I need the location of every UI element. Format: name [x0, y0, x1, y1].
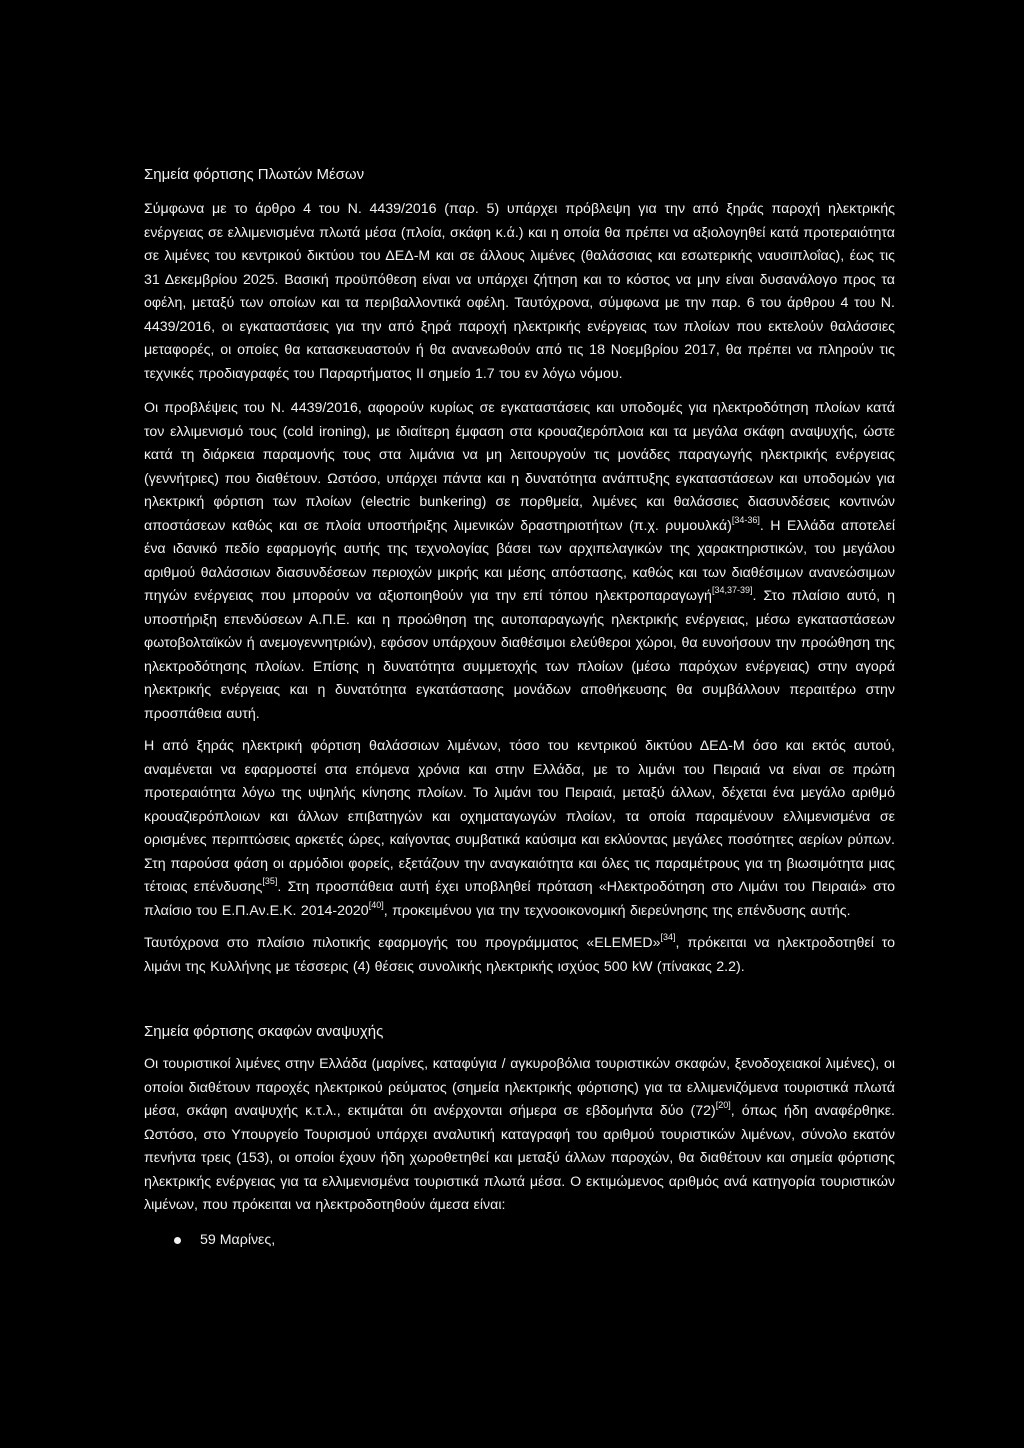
paragraph-text: , όπως ήδη αναφέρθηκε. Ωστόσο, στο Υπουργείο Τουρισμού υπάρχει αναλυτική καταγραφή του αριθμού τουριστικών λιμένων, σύνολο εκατόν πενήντα τρεις (153), οι οποίοι έχουν ήδη χωροθετηθεί και μεταξύ άλλων παροχών, θα διαθέτουν και σημεία φόρτισης ηλεκτρικής ενέργειας για τα ελλιμενισμένα τουριστικά πλωτά μέσα. Ο εκτιμώμενος αριθμός ανά κατηγορία τουριστικών λιμένων, που πρόκειται να ηλεκτροδοτηθούν άμεσα είναι:	[144, 1103, 896, 1213]
paragraph-text: Σύμφωνα με το άρθρο 4 του Ν. 4439/2016 (παρ. 5) υπάρχει πρόβλεψη για την από ξηράς παροχή ηλεκτρικής ενέργειας σε ελλιμενισμένα πλωτά μέσα (πλοία, σκάφη κ.ά.) και η οποία θα πρέπει να αξιολογηθεί κατά προτεραιότητα σε λιμένες του κεντρικού δικτύου του ΔΕΔ-Μ και σε άλλους λιμένες (θαλάσσιας και εσωτερικής ναυσιπλοΐας), έως τις 31 Δεκεμβρίου 2025. Βασική προϋπόθεση είναι να υπάρχει ζήτηση και το κόστος να μην είναι δυσανάλογο προς τα οφέλη, μεταξύ των οποίων και τα περιβαλλοντικά οφέλη. Ταυτόχρονα, σύμφωνα με την παρ. 6 του άρθρου 4 του Ν. 4439/2016, οι εγκαταστάσεις για την από ξηρά παροχή ηλεκτρικής ενέργειας των πλοίων που εκτελούν θαλάσσιες μεταφορές, οι οποίες θα κατασκευαστούν ή θα ανανεωθούν από τις 18 Νοεμβρίου 2017, θα πρέπει να πληρούν τις τεχνικές προδιαγραφές του Παραρτήματος II σημείο 1.7 του εν λόγω νόμου.	[144, 201, 895, 382]
paragraph-text: , προκειμένου για την τεχνοοικονομική διερεύνησης της επένδυσης αυτής.	[383, 902, 851, 919]
bullet-icon	[174, 1237, 181, 1244]
document-page	[144, 164, 895, 1252]
citation-ref: [35]	[262, 876, 278, 886]
citation-ref: [34]	[660, 932, 676, 942]
paragraph-elemed	[144, 932, 895, 979]
citation-ref: [34-36]	[731, 514, 760, 525]
list-item	[144, 1229, 895, 1252]
paragraph-piraeus	[144, 735, 895, 923]
paragraph-text: . Στο πλαίσιο αυτό, η υποστήριξη επενδύσεων Α.Π.Ε. και η προώθηση της αυτοπαραγωγής ηλεκτρικής ενέργειας, μέσω εγκαταστάσεων φωτοβολταϊκών ή ανεμογεννητριών), εφόσον υπάρχουν διαθέσιμοι ελεύθεροι χώροι, θα ευνοήσουν την προώθηση της ηλεκτροδότησης πλοίων. Επίσης η δυνατότητα συμμετοχής των πλοίων (μέσω παρόχων ενέργειας) στην αγορά ηλεκτρικής ενέργειας και η δυνατότητα εγκατάστασης μονάδων αποθήκευσης θα συμβάλλουν περαιτέρω στην προσπάθεια αυτή.	[144, 588, 896, 722]
paragraph-cold-ironing	[144, 397, 895, 726]
citation-ref: [20]	[715, 1100, 731, 1110]
paragraph-text: , πρόκειται να ηλεκτροδοτηθεί το λιμάνι της Κυλλήνης με τέσσερις (4) θέσεις συνολικής ηλεκτρικής ισχύος 500 kW (πίνακας 2.2).	[144, 935, 895, 975]
citation-ref: [34,37-39]	[711, 585, 753, 595]
bullet-list	[144, 1229, 895, 1252]
list-item-text: 59 Μαρίνες,	[200, 1231, 276, 1248]
section-heading-vessels: Σημεία φόρτισης Πλωτών Μέσων	[144, 166, 365, 183]
paragraph-marinas	[144, 1053, 895, 1218]
section-heading-leisure-boats: Σημεία φόρτισης σκαφών αναψυχής	[144, 1023, 384, 1040]
citation-ref: [40]	[368, 899, 384, 910]
paragraph-text: Οι προβλέψεις του Ν. 4439/2016, αφορούν κυρίως σε εγκαταστάσεις και υποδομές για ηλεκτροδότηση πλοίων κατά τον ελλιμενισμό τους (cold ironing), με ιδιαίτερη έμφαση στα κρουαζιερόπλοια και τα μεγάλα σκάφη αναψυχής, ώστε κατά τη διάρκεια παραμονής τους στα λιμάνια να μη λειτουργούν τις μονάδες παραγωγής ηλεκτρικής ενέργειας (γεννήτριες) που διαθέτουν. Ωστόσο, υπάρχει πάντα και η δυνατότητα ανάπτυξης εγκαταστάσεων και υποδομών για ηλεκτρική φόρτιση των πλοίων (electric bunkering) σε πορθμεία, λιμένες και θαλάσσιες διασυνδέσεις κοντινών αποστάσεων καθώς και σε πλοία υποστήριξης λιμενικών δραστηριοτήτων (π.χ. ρυμουλκά)	[144, 400, 895, 534]
paragraph-text: Οι τουριστικοί λιμένες στην Ελλάδα (μαρίνες, καταφύγια / αγκυροβόλια τουριστικών σκαφών, ξενοδοχειακοί λιμένες), οι οποίοι διαθέτουν παροχές ηλεκτρικού ρεύματος (σημεία ηλεκτρικής φόρτισης) για τα ελλιμενιζόμενα τουριστικά πλωτά μέσα, σκάφη αναψυχής κ.τ.λ., εκτιμάται ότι ανέρχονται σήμερα σε εβδομήντα δύο (72)	[144, 1056, 895, 1119]
paragraph-law-4439	[144, 198, 895, 386]
paragraph-text: . Στη προσπάθεια αυτή έχει υποβληθεί πρόταση «Ηλεκτροδότηση στο Λιμάνι του Πειραιά» στο πλαίσιο του Ε.Π.Αν.Ε.Κ. 2014-2020	[144, 879, 896, 919]
paragraph-text: Η από ξηράς ηλεκτρική φόρτιση θαλάσσιων λιμένων, τόσο του κεντρικού δικτύου ΔΕΔ-Μ όσο και εκτός αυτού, αναμένεται να εφαρμοστεί στα επόμενα χρόνια και στην Ελλάδα, με το λιμάνι του Πειραιά να είναι σε πρώτη προτεραιότητα λόγω της υψηλής κίνησης πλοίων. Το λιμάνι του Πειραιά, μεταξύ άλλων, δέχεται ένα μεγάλο αριθμό κρουαζιερόπλοιων και άλλων επιβατηγών και οχηματαγωγών πλοίων, τα οποία παραμένουν ελλιμενισμένα σε ορισμένες περιπτώσεις αρκετές ώρες, καίγοντας συμβατικά καύσιμα και εκλύοντας μεγάλες ποσότητες αερίων ρύπων. Στη παρούσα φάση οι αρμόδιοι φορείς, εξετάζουν την αναγκαιότητα και όλες τις παραμέτρους για τη βιωσιμότητα μιας τέτοιας επένδυσης	[144, 738, 895, 895]
paragraph-text: . Η Ελλάδα αποτελεί ένα ιδανικό πεδίο εφαρμογής αυτής της τεχνολογίας βάσει των αρχιπελαγικών της χαρακτηριστικών, του μεγάλου αριθμού θαλάσσιων διασυνδέσεων περιοχών μικρής και μέσης απόστασης, καθώς και των διαθέσιμων ανανεώσιμων πηγών ενέργειας που μπορούν να αξιοποιηθούν για την επί τόπου ηλεκτροπαραγωγή	[144, 517, 895, 604]
paragraph-text: Ταυτόχρονα στο πλαίσιο πιλοτικής εφαρμογής του προγράμματος «ELEMED»	[144, 935, 661, 951]
